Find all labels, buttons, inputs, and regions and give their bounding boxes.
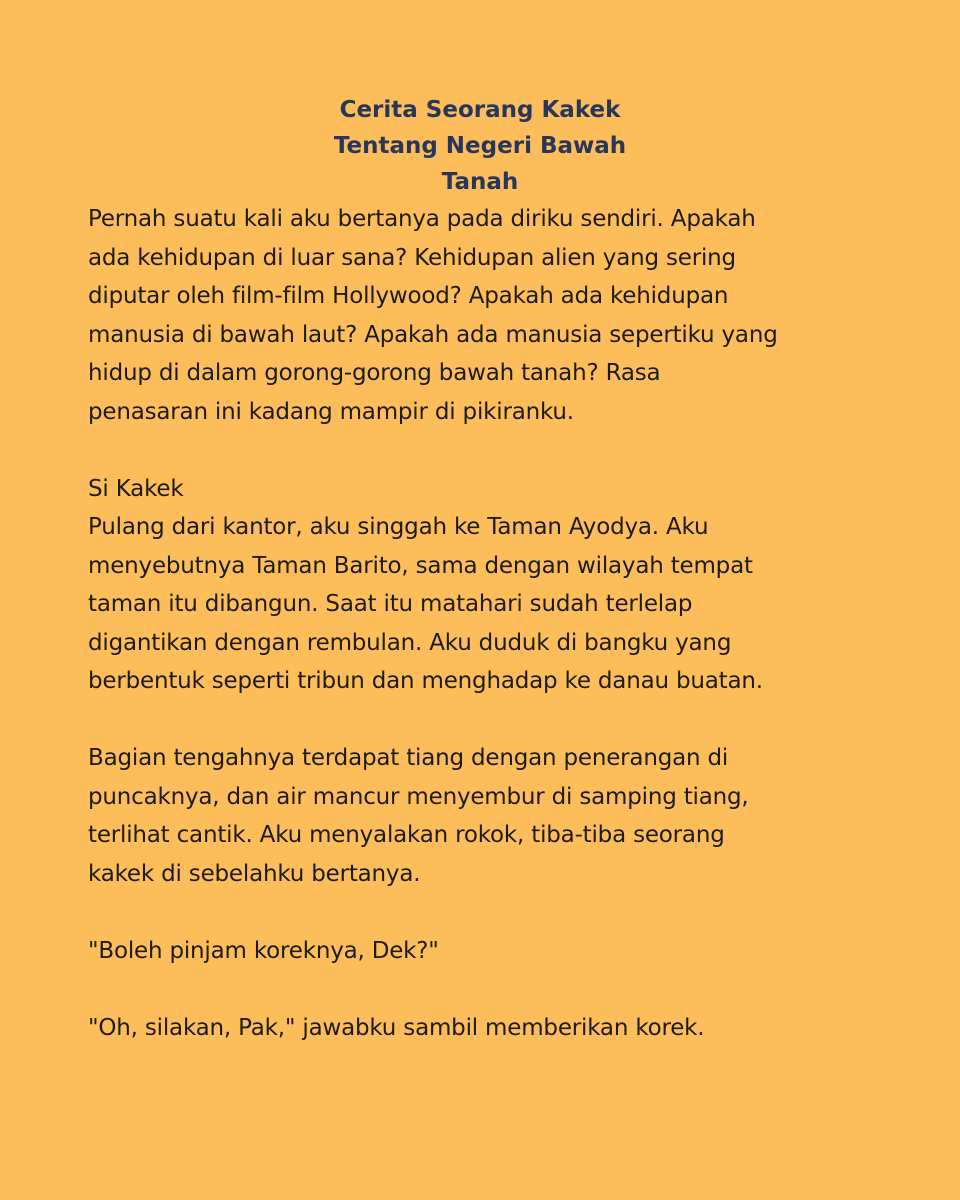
- dialogue-narrator: [88, 1009, 888, 1048]
- text-line: terlihat cantik. Aku menyalakan rokok, tiba-tiba seorang: [88, 822, 725, 848]
- text-line: berbentuk seperti tribun dan menghadap ke danau buatan.: [88, 668, 763, 694]
- paragraph-gap: [88, 431, 888, 470]
- text-line: Pernah suatu kali aku bertanya pada diriku sendiri. Apakah: [88, 206, 756, 232]
- text-line: taman itu dibangun. Saat itu matahari sudah terlelap: [88, 591, 693, 617]
- title-line-1: Cerita Seorang Kakek: [339, 97, 621, 123]
- text-line: digantikan dengan rembulan. Aku duduk di bangku yang: [88, 629, 732, 656]
- paragraph-gap: [88, 970, 888, 1009]
- dialogue-line: "Boleh pinjam koreknya, Dek?": [88, 937, 439, 964]
- paragraph-gap: [88, 701, 888, 740]
- text-line: ada kehidupan di luar sana? Kehidupan alien yang sering: [88, 244, 736, 271]
- text-line: Pulang dari kantor, aku singgah ke Taman Ayodya. Aku: [88, 514, 709, 540]
- story-title: [0, 92, 960, 200]
- paragraph-si-kakek: [88, 470, 888, 701]
- paragraph-fountain: [88, 739, 888, 893]
- dialogue-grandfather: [88, 932, 888, 971]
- text-line: kakek di sebelahku bertanya.: [88, 860, 421, 887]
- title-line-2: Tentang Negeri Bawah: [333, 133, 627, 159]
- text-line: puncaknya, dan air mancur menyembur di samping tiang,: [88, 783, 749, 810]
- section-heading: Si Kakek: [88, 475, 184, 502]
- text-line: hidup di dalam gorong-gorong bawah tanah? Rasa: [88, 360, 661, 386]
- text-line: penasaran ini kadang mampir di pikiranku.: [88, 398, 574, 425]
- story-body: [88, 200, 888, 1047]
- paragraph-gap: [88, 893, 888, 932]
- paragraph-intro: [88, 200, 888, 431]
- text-line: Bagian tengahnya terdapat tiang dengan penerangan di: [88, 745, 729, 771]
- text-line: menyebutnya Taman Barito, sama dengan wilayah tempat: [88, 552, 753, 579]
- title-line-3: Tanah: [441, 169, 519, 195]
- text-line: diputar oleh film-film Hollywood? Apakah ada kehidupan: [88, 283, 729, 309]
- dialogue-line: "Oh, silakan, Pak," jawabku sambil memberikan korek.: [88, 1014, 705, 1041]
- text-line: manusia di bawah laut? Apakah ada manusia sepertiku yang: [88, 321, 778, 348]
